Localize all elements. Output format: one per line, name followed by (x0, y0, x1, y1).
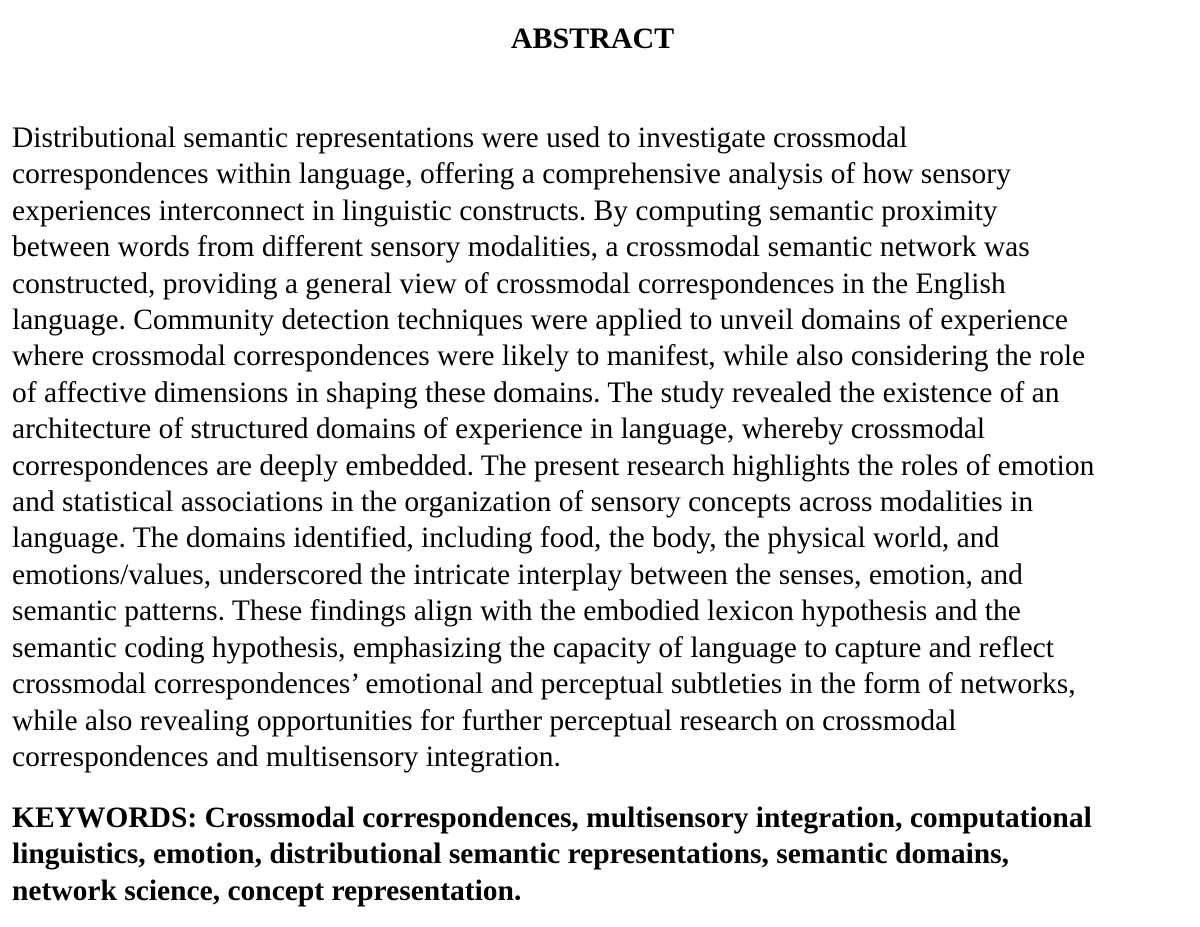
abstract-line: architecture of structured domains of experience in language, whereby crossmodal (12, 413, 986, 446)
keywords-line: KEYWORDS: Crossmodal correspondences, multisensory integration, computational (12, 802, 1092, 834)
keywords-paragraph (12, 800, 1192, 909)
abstract-line: Distributional semantic representations were used to investigate crossmodal (12, 122, 908, 154)
abstract-line: correspondences and multisensory integration. (12, 740, 561, 773)
abstract-line: correspondences within language, offering a comprehensive analysis of how sensory (12, 158, 1011, 191)
abstract-line: between words from different sensory modalities, a crossmodal semantic network was (12, 231, 1030, 264)
abstract-heading: ABSTRACT (510, 22, 675, 55)
abstract-line: of affective dimensions in shaping these domains. The study revealed the existence of an (12, 376, 1060, 409)
abstract-line: constructed, providing a general view of crossmodal correspondences in the English (12, 267, 1006, 300)
abstract-line: language. Community detection techniques were applied to unveil domains of experience (12, 304, 1068, 337)
abstract-line: and statistical associations in the organization of sensory concepts across modalities in (12, 486, 1034, 519)
abstract-line: semantic patterns. These findings align with the embodied lexicon hypothesis and the (12, 595, 1021, 628)
abstract-line: where crossmodal correspondences were likely to manifest, while also considering the role (12, 340, 1086, 373)
abstract-line: semantic coding hypothesis, emphasizing the capacity of language to capture and reflect (12, 631, 1054, 664)
abstract-paragraph (12, 120, 1192, 775)
abstract-line: correspondences are deeply embedded. The present research highlights the roles of emotion (12, 449, 1095, 482)
keywords-line: network science, concept representation. (12, 874, 522, 907)
abstract-line: while also revealing opportunities for further perceptual research on crossmodal (12, 704, 957, 737)
abstract-line: crossmodal correspondences’ emotional and perceptual subtleties in the form of networks, (12, 668, 1076, 701)
abstract-line: language. The domains identified, including food, the body, the physical world, and (12, 522, 1000, 555)
abstract-line: experiences interconnect in linguistic constructs. By computing semantic proximity (12, 194, 998, 227)
keywords-line: linguistics, emotion, distributional semantic representations, semantic domains, (12, 838, 1010, 871)
abstract-line: emotions/values, underscored the intricate interplay between the senses, emotion, and (12, 558, 1023, 591)
